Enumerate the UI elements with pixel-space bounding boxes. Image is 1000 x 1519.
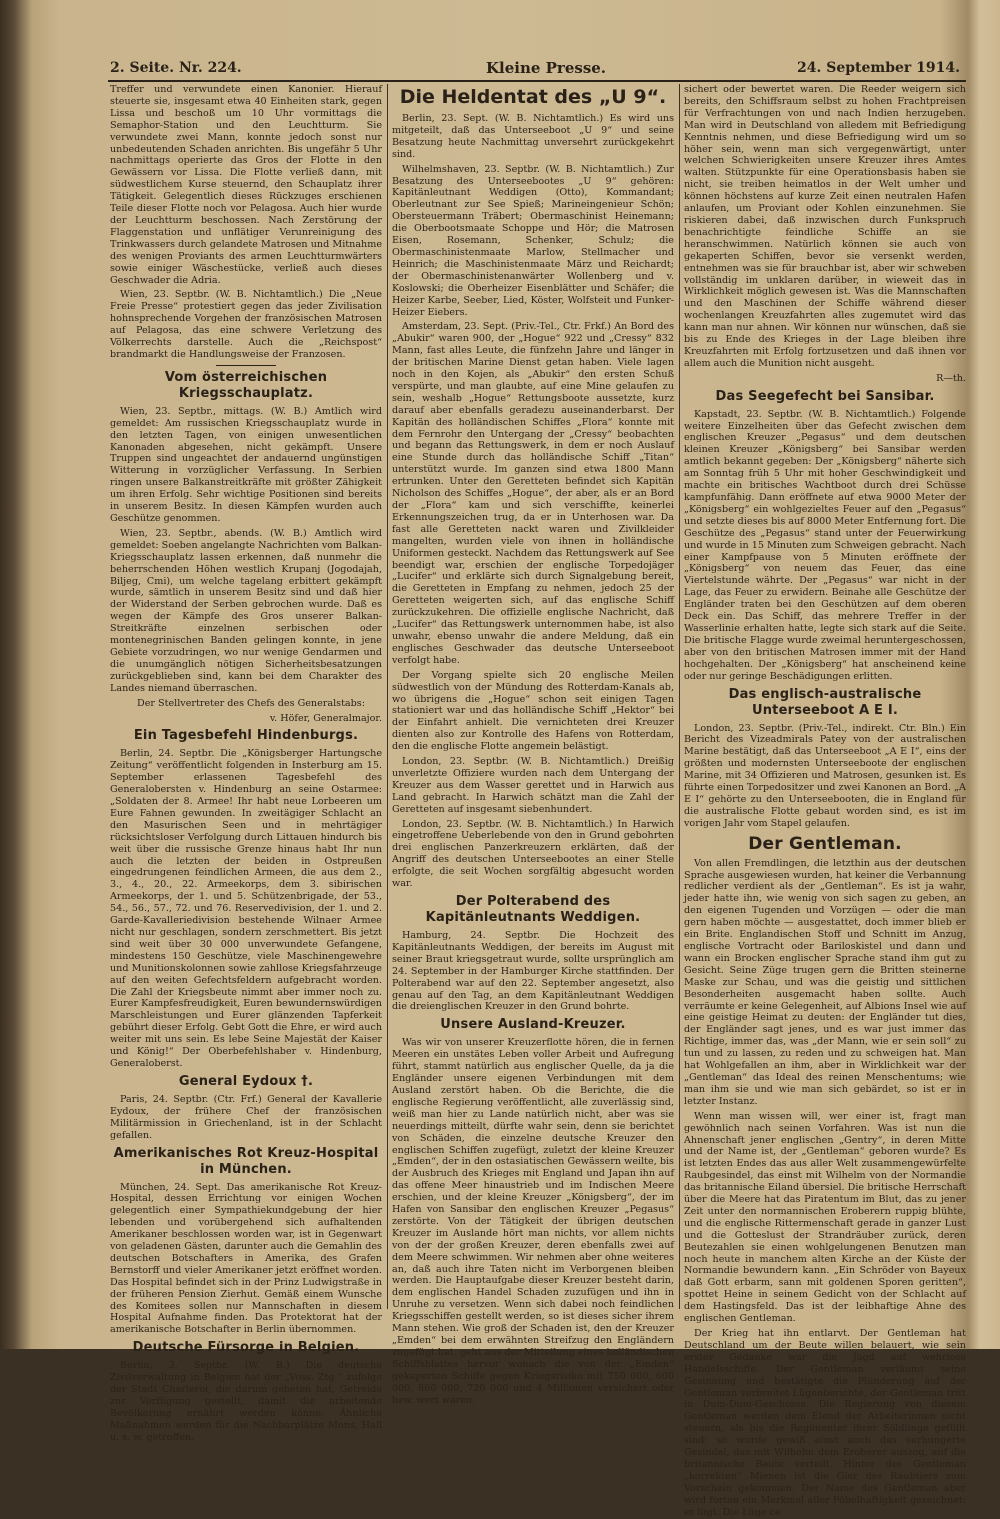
column-rule — [679, 84, 680, 1309]
article-text: Wilhelmshaven, 23. Septbr. (W. B. Nichtamtlich.) Zur Besatzung des Unterseebootes „U 9“ gehören: Kapitänleutnant Weddigen (Otto), Kommandant; Oberleutnant zur See Spieß; Marineingenieur Schön; Obersteuermann Träbert; Obermaschinist Heinemann; die Oberbootsmaate Schoppe und Hör; die Matrosen Eisen, Rosemann, Schenker, Schulz; die Obermaschinistenmaate Marlow, Stellmacher und Heinrich; die Maschinistenmaate März und Reichardt; der Obermaschinistenanwärter Wollenberg und v. Koslowski; die Oberheizer Eisenblätter und Schäfer; die Heizer Karbe, Seeber, Lied, Köster, Wolfsteit und Funker-Heizer Eiebers. — [392, 163, 674, 318]
article-text: Amsterdam, 23. Sept. (Priv.-Tel., Ctr. Frkf.) An Bord des „Abukir“ waren 900, der „Hogue“ 922 und „Cressy“ 832 Mann, fast alles Leute, die fünfzehn Jahre und länger in der britischen Marine Dienst getan haben. Viele lagen noch in den Kojen, als „Abukir“ den ersten Schuß verspürte, und man glaubte, auf eine Mine gelaufen zu sein, weshalb „Hogue“ Rettungsboote aussetzte, kurz darauf aber ebenfalls geradezu auseinanderbarst. Der Kapitän des holländischen Schiffes „Flora“ konnte mit dem Fernrohr den Untergang der „Cressy“ beobachten und begann das Rettungswerk, in dem er noch Auslauf eine Stunde durch das holländische Schiff „Titan“ unterstützt wurde. Im ganzen sind etwa 1800 Mann ertrunken. Unter den Geretteten befindet sich Kapitän Nicholson des Schiffes „Hogue“, der aber, als er an Bord der „Flora“ kam und sich verschiffte, keinerlei Erkennungszeichen trug, da er in Unterhosen war. Da fast alle Geretteten nackt waren und Zivilkleider mangelten, wurden viele von ihnen in holländische Uniformen gesteckt. Nachdem das Rettungswerk auf See beendigt war, erschien der englische Torpedojäger „Lucifer“ und erklärte sich durch Signalgebung bereit, die Geretteten in Empfang zu nehmen, jedoch 25 der Geretteten weigerten sich, auf das englische Schiff zurückzukehren. Die offizielle englische Nachricht, daß „Lucifer“ das Rettungswerk unternommen habe, ist also unwahr, ebenso unwahr die andere Meldung, daß ein englisches Geschwader das deutsche Unterseeboot verfolgt habe. — [392, 321, 674, 666]
signature: R—th. — [936, 372, 966, 384]
article-text: London, 23. Septbr. (Priv.-Tel., indirekt. Ctr. Bln.) Ein Bericht des Vizeadmirals Patey von der australischen Marine bestätigt, daß das Unterseeboot „A E I“, eins der größten und modernsten Unterseeboote der englischen Marine, mit 34 Offizieren und Matrosen, gesunken ist. Es führte einen Torpedositzer und zwei Kanonen an Bord. „A E I“ gehörte zu den Unterseebooten, die in England für die australische Flotte gebaut worden sind, es ist im vorigen Jahr vom Stapel gelaufen. — [684, 722, 966, 829]
page-header — [108, 58, 966, 82]
article-text: Paris, 24. Septbr. (Ctr. Frf.) General der Kavallerie Eydoux, der frühere Chef der französischen Militärmission in Griechenland, ist in der Schlacht gefallen. — [110, 1093, 382, 1141]
masthead: Kleine Presse. — [486, 59, 607, 77]
article-text: Hamburg, 24. Septbr. Die Hochzeit des Kapitänleutnants Weddigen, der bereits im August mit seiner Braut kriegsgetraut wurde, sollte ursprünglich am 24. September in der Hamburger Kirche stattfinden. Der Polterabend war auf den 22. September angesetzt, also genau auf den Tag, an dem Kapitänleutnant Weddigen die dreienglischen Kreuzer in den Grund bohrte. — [392, 930, 674, 1013]
article-text: Der Vorgang spielte sich 20 englische Meilen südwestlich von der Mündung des Rotterdam-Kanals ab, wo übrigens die „Hogue“ schon seit einigen Tagen stationiert war und das holländische Schiff „Hektor“ bei der Einfahrt anhielt. Die vernichteten drei Kreuzer dienten also zur Kontrolle des Hafens von Rotterdam, den die englische Flotte angemein belästigt. — [392, 669, 674, 753]
column-rule — [387, 84, 388, 1309]
column-3 — [684, 84, 966, 1518]
article-text: Wien, 23. Septbr. (W. B. Nichtamtlich.) Die „Neue Freie Presse“ protestiert gegen das jeder Zivilisation hohnsprechende Vorgehen der französischen Matrosen auf Pelagosa, das eine schwere Verletzung des Völkerrechts darstelle. Auch die „Reichspost“ brandmarkt die Handlungsweise der Franzosen. — [110, 289, 382, 360]
headline: Deutsche Fürsorge in Belgien. — [132, 1340, 360, 1356]
headline: Vom österreichischen Kriegsschauplatz. — [164, 369, 328, 401]
headline: General Eydoux †. — [178, 1073, 314, 1089]
headline: Der Gentleman. — [748, 833, 902, 854]
article-text: München, 24. Sept. Das amerikanische Rot Kreuz-Hospital, dessen Errichtung vor einigen Wochen gelegentlich einer Sympathiekundgebung der hier lebenden und vorübergehend sich aufhaltenden Amerikaner beschlossen worden war, ist in Gegenwart von geladenen Gästen, darunter auch die Gemahlin des deutschen Botschafters in Amerika, des Grafen Bernstorff und vieler Amerikaner jetzt eröffnet worden. Das Hospital befindet sich in der Prinz Ludwigstraße in der früheren Pension Zierhut. Gemäß einem Wunsche des Komitees sollen nur Mannschaften in diesem Hospital Aufnahme finden. Das Protektorat hat der amerikanische Botschafter in Berlin übernommen. — [110, 1181, 382, 1336]
article-text: Treffer und verwundete einen Kanonier. Hierauf steuerte sie, insgesamt etwa 40 Einheiten stark, gegen Lissa und beschoß um 10 Uhr vormittags die Semaphor-Station und den Leuchtturm. Sie verwundete zwei Mann, konnte jedoch sonst nur unbedeutenden Schaden anrichten. Bis ungefähr 5 Uhr nachmittags operierte das Gros der Flotte in den Gewässern vor Lissa. Die Flotte verließ dann, mit südwestlichem Kurse steuernd, den Schauplatz ihrer Tätigkeit. Gelegentlich dieses Rückzuges erschienen Teile dieser Flotte noch vor Pelagosa. Auch hier wurde der Leuchtturm beschossen. Nach Zerstörung der Flaggenstation und unflätiger Verunreinigung des Trinkwassers durch gelandete Matrosen und Mitnahme des wenigen Proviants des armen Leuchtturmwärters sowie einiger Wäschestücke, verließ auch dieses Geschwader die Adria. — [110, 84, 382, 286]
article-text: Was wir von unserer Kreuzerflotte hören, die in fernen Meeren ein unstätes Leben voller Arbeit und Aufregung führt, stammt natürlich aus englischer Quelle, da ja die Engländer unsere eigenen Verbindungen mit dem Ausland zerstört haben. Ob die Berichte, die die englische Regierung veröffentlicht, alle zuverlässig sind, weiß man hier zu Lande natürlich nicht, aber was sie neuerdings mitteilt, dürfte wahr sein, denn sie berichtet von Schäden, die einzelne deutsche Kreuzer den englischen Schiffen zugefügt, zuletzt der kleine Kreuzer „Emden“, der in den ostasiatischen Gewässern weilte, bis der Ausbruch des Krieges mit England und Japan ihn auf das offene Meer hinaustrieb und im Indischen Meere erschien, und der kleine Kreuzer „Königsberg“, der im Hafen von Sansibar den englischen Kreuzer „Pegasus“ zerstörte. Von der Tätigkeit der übrigen deutschen Kreuzer im Auslande hört man nichts, vor allem nichts von der der großen Kreuzer, deren ebenfalls zwei auf dem Meere schwimmen. Wir nehmen aber ohne weiteres an, daß auch ihre Taten nicht im Verborgenen bleiben werden. Die Hauptaufgabe dieser Kreuzer besteht darin, dem englischen Handel Schaden zuzufügen und ihn in Unruhe zu versetzen. Wenn sich dabei noch feindlichen Kriegsschiffen gestellt werden, so ist dieses sicher ihrem Mann stehen. Wie groß der Schaden ist, den der Kreuzer „Emden“ bei dem erwähnten Streifzug den Engländern zugefügt hat, geht aus der Mitteilung eines holländischen Schiffsblattes hervor wonach die von der „Emden“ gekaperten Schiffe gegen Kriegsrisiko mit 750 000, 600 000, 860 000, 720 000 und 4 Millionen versichert oder bzw. wert waren. — [392, 1037, 674, 1406]
newspaper-page — [108, 58, 966, 1518]
column-2 — [392, 84, 674, 1406]
article-text: Wien, 23. Septbr., mittags. (W. B.) Amtlich wird gemeldet: Am russischen Kriegsschauplatz wurde in den letzten Tagen, von einigen unwesentlichen Kanonaden abgesehen, nicht gekämpft. Unsere Truppen sind ungeachtet der andauernd ungünstigen Witterung in vorzüglicher Verfassung. In Serbien ringen unsere Balkanstreitkräfte mit größter Zähigkeit um ihren Erfolg. Sehr wichtige Positionen sind bereits in unserem Besitz. In diesen Kämpfen wurden auch Geschütze genommen. — [110, 405, 382, 524]
article-text: sichert oder bewertet waren. Die Reeder weigern sich bereits, den Schiffsraum selbst zu hohen Frachtpreisen für Verfrachtungen von und nach Indien herzugeben. Man wird in Deutschland von alledem mit Befriedigung Kenntnis nehmen, und diese Befriedigung wird um so höher sein, wenn man sich vergegenwärtigt, unter welchen Schwierigkeiten unsere Kreuzer ihres Amtes walten. Stützpunkte für eine Operationsbasis haben sie nicht, sie treiben heimatlos in der Welt umher und können höchstens auf kurze Zeit einen neutralen Hafen anlaufen, um Proviant oder Kohlen einzunehmen. Sie riskieren dabei, daß inzwischen durch Funkspruch benachrichtigte feindliche Schiffe an sie heranschwimmen. Natürlich können sie auch von gekaperten Schiffen, bevor sie versenkt werden, entnehmen was sie für brauchbar ist, aber wir schweben vollständig im unklaren darüber, in wieweit das in Wirklichkeit möglich gewesen ist. Was die Mannschaften und den Maschinen der Schiffe während dieser wochenlangen Kreuzfahrten alles zugemutet wird das kann man nur ahnen. Wir können nur wünschen, daß sie bis zu Ende des Krieges in der Lage bleiben ihre Kreuzfahrten mit Erfolg fortzusetzen und daß ihnen vor allem auch die Munition nicht ausgeht. — [684, 84, 966, 369]
article-text: Kapstadt, 23. Septbr. (W. B. Nichtamtlich.) Folgende weitere Einzelheiten über das Gefecht zwischen dem englischen Kreuzer „Pegasus“ und dem deutschen kleinen Kreuzer „Königsberg“ bei Sansibar werden amtlich bekannt gegeben: Der „Königsberg“ näherte sich am Sonntag früh 5 Uhr mit hoher Geschwindigkeit und machte ein britisches Wachtboot durch drei Schüsse kampfunfähig. Dann eröffnete auf etwa 9000 Meter der „Königsberg“ ein wohlgezieltes Feuer auf den „Pegasus“ und setzte dieses bis auf 8000 Meter Entfernung fort. Die Geschütze des „Pegasus“ stand unter der Feuerwirkung und wurde in 15 Minuten zum Schweigen gebracht. Nach einer Kampfpause von 5 Minuten eröffnete der „Königsberg“ von neuem das Feuer, das eine Viertelstunde währte. Der „Pegasus“ war nicht in der Lage, das Feuer zu erwidern. Beinahe alle Geschütze der Engländer traten bei den Geschützen auf dem oberen Deck ein. Das Schiff, das mehrere Treffer in der Wasserlinie erhalten hatte, legte sich stark auf die Seite. Die britische Flagge wurde zweimal heruntergeschossen, aber von den britischen Matrosen immer mit der Hand hochgehalten. Der „Königsberg“ hat anscheinend keine oder nur geringe Beschädigungen erlitten. — [684, 408, 966, 682]
signature-line: Der Stellvertreter des Chefs des Generalstabs: — [137, 697, 365, 709]
issue-date: 24. September 1914. — [796, 60, 960, 76]
headline: Der Polterabend des Kapitänleutnants Weddigen. — [425, 894, 641, 925]
article-text: London, 23. Septbr. (W. B. Nichtamtlich.) Dreißig unverletzte Offiziere wurden nach dem Untergang der Kreuzer aus dem Wasser gerettet und in Harwich aus Land gebracht. In Harwich schätzt man die Zahl der Geretteten auf insgesamt siebenhundert. — [392, 756, 674, 815]
article-text: Der Krieg hat ihn entlarvt. Der Gentleman hat Deutschland um der Beute willen belauert, wie sein erster Gedanke war die Jagd auf wehrlose Handelsschiffe. Der Gentleman verläumt seine Gesinnung und bestätigte die Plünderung auf der Gentleman verbreitet Lügenberichte, der Gentleman tritt in Dum-Dum-Geschosse. Die Regierung von diesem Gentleman werden dem Elend der Arbeiterinnen nicht steuern, als bis die Regimenter ihrer Söldlinge gefüllt sind: so wurde gewiß einst auch das verhungerte Gesindel, das mit Wilhelm dem Eroberer auszog, auf die britannische Beute verteilt. Hinter des Gentleman „korrekten“ Mienen ist die Gier des Raubtiers zum Vorschein gekommen. Der Name des Gentleman aber wird fortan ein Merkmal aller Pöbelhaftigkeit gezeichnet: er lügt. Die Lüge ce — [684, 1328, 966, 1518]
headline: Das Seegefecht bei Sansibar. — [715, 388, 935, 404]
signature: v. Höfer, Generalmajor. — [269, 712, 382, 724]
page-number: 2. Seite. Nr. 224. — [110, 60, 242, 76]
headline: Die Heldentat des „U 9“. — [399, 86, 667, 108]
article-text: Wenn man wissen will, wer einer ist, fragt man gewöhnlich nach seinen Vorfahren. Was ist nun die Ahnenschaft jener englischen „Gentry“, in deren Mitte und der Name ist, der „Gentleman“ geboren wurde? Es ist letzten Endes das aus aller Welt zusammengewürfelte Raubgesindel, das einst mit Wilhelm von der Normandie das britannische Eiland übersiel. Die britische Herrschaft über die Meere hat das Piratentum im Blut, das zu jener Zeit unter den normannischen Eroberern ruppig blühte, und die englische Rittermenschaft gerade in ganzer Lust und die Gotteslust der Strandräuber zurück, deren Beutezahlen sie einen wohlgelungenen Benutzen man noch heute in manchem alten Kirche an der Küste der Normandie bewundern kann. „Ein Schröder von Bayeux daß Gott erbarm, sann mit goldenen Sporen geritten“, spottet Heine in seinem Gedicht von der Schlacht auf dem Hastingsfeld. Das ist der leibhaftige Ahne des englischen Gentleman. — [684, 1110, 966, 1325]
headline: Amerikanisches Rot Kreuz-Hospital in München. — [113, 1145, 379, 1177]
headline: Ein Tagesbefehl Hindenburgs. — [133, 728, 359, 744]
article-text: Berlin, 23. Sept. (W. B. Nichtamtlich.) Es wird uns mitgeteilt, daß das Unterseeboot „U 9“ und seine Besatzung heute Nachmittag unversehrt zurückgekehrt sind. — [392, 113, 674, 160]
article-text: Berlin, 3. Septbr. (W. B.) Die deutsche Zivilverwaltung in Belgien hat der „Voss. Ztg.“ zufolge der Stadt Charleroi, die darum gebeten hat, Getreide zur Verfügung gestellt, damit die arbeitende Bevölkerung ernährt werden könne. Ähnliche Maßnahmen werden für die Nachbarplätze Mons, Hall u. s. w. getroffen. — [110, 1360, 382, 1443]
headline: Unsere Ausland-Kreuzer. — [440, 1017, 626, 1033]
article-text: London, 23. Septbr. (W. B. Nichtamtlich.) In Harwich eingetroffene Ueberlebende von den in Grund gebohrten drei englischen Panzerkreuzern erklärten, daß der Angriff des deutschen Unterseebootes an einer Stelle erfolgte, die seit Wochen sorgfältig abgesucht worden war. — [392, 818, 674, 890]
separator — [216, 365, 276, 366]
article-text: Wien, 23. Septbr., abends. (W. B.) Amtlich wird gemeldet: Soeben angelangte Nachrichten vom Balkan-Kriegsschauplatz lassen erkennen, daß nunmehr die beherrschenden Höhen westlich Krupanj (Jogodajah, Biljeg, Cmi), um welche tagelang erbittert gekämpft wurde, sämtlich in unserem Besitz sind und daß hier der Widerstand der Serben gebrochen wurde. Daß es wegen der Kämpfe des Gros unserer Balkan-Streitkräfte einzelnen serbischen oder montenegrinischen Banden gelingen konnte, in jene Gebiete vorzudringen, wo nur wenige Gendarmen und die unumgänglich nötigen Sicherheitsbesatzungen zurückgeblieben sind, kann bei dem Charakter des Landes niemand überraschen. — [110, 527, 382, 694]
headline: Das englisch-australische Unterseeboot A E I. — [728, 686, 922, 718]
article-text: Von allen Fremdlingen, die letzthin aus der deutschen Sprache ausgewiesen wurden, hat keiner die Verbannung redlicher verdient als der „Gentleman“. Es ist ja wahr, jeder hatte ihn, wie wenig von sich sagen zu geben, an den eigenen Tugenden und Vorzügen — oder die man gern haben möchte — ausgestattet, doch immer blieb er ein Brite. Englandischen Stoff und Schnitt im Anzug, englische Vortracht oder Bariloskistel und dann und wann ein Brocken englischer Sprache stand ihm gut zu Gesicht. Seine Züge trugen gern die Britten steinerne Maske zur Schau, und was die geistig und sittlichen Besonderheiten ausgemacht haben sollte. Auch verräumte er keine Gelegenheit, auf Albions Insel wie auf eine geistige Heimat zu deuten: der Engländer tut dies, der Engländer sagt jenes, und es war just immer das Richtige, immer das, was „der Mann, wie er sein soll“ zu tun und zu lassen, zu reden und zu schweigen hat. Man hat Wohlgefallen an ihm, aber in Wirklichkeit war der „Gentleman“ das Ideal des reinen Menschentums; wie man ihm sie und wie man sich gebärdet, so ist er in letzter Instanz. — [684, 857, 966, 1107]
column-1 — [110, 84, 382, 1443]
article-text: Berlin, 24. Septbr. Die „Königsberger Hartungsche Zeitung“ veröffentlicht folgenden in Insterburg am 15. September erlassenen Tagesbefehl des Generalobersten v. Hindenburg an seine Ostarmee: „Soldaten der 8. Armee! Ihr habt neue Lorbeeren um Eure Fahnen gewunden. In zweitägiger Schlacht an den Masurischen Seen und in mehrtägiger rücksichtsloser Verfolgung durch Littauen hindurch bis weit über die russische Grenze hinaus habt Ihr nun auch die letzten der beiden in Ostpreußen eingedrungenen feindlichen Armeen, die aus dem 2., 3., 4., 20., 22. Armeekorps, dem 3. sibirischen Armeekorps, der 1. und 5. Schützenbrigade, der 53., 54., 56., 57., 72. und 76. Reservedivision, der 1. und 2. Garde-Kavalleriedivision bestehende Wilnaer Armee nicht nur geschlagen, sondern zerschmettert. Bis jetzt sind weit über 30 000 unverwundete Gefangene, mindestens 150 Geschütze, viele Maschinengewehre und Munitionskolonnen sowie zahllose Kriegsfahrzeuge auf den weiten Gefechtsfeldern aufgebracht worden. Die Zahl der Kriegsbeute nimmt aber immer noch zu. Eurer Kampfesfreudigkeit, Euren bewundernswürdigen Marschleistungen und Eurer glänzenden Tapferkeit gebührt dieser Erfolg. Gebt Gott die Ehre, er wird auch weiter mit uns sein. Es lebe Seine Majestät der Kaiser und König!“ Der Oberbefehlshaber v. Hindenburg, Generaloberst. — [110, 748, 382, 1069]
